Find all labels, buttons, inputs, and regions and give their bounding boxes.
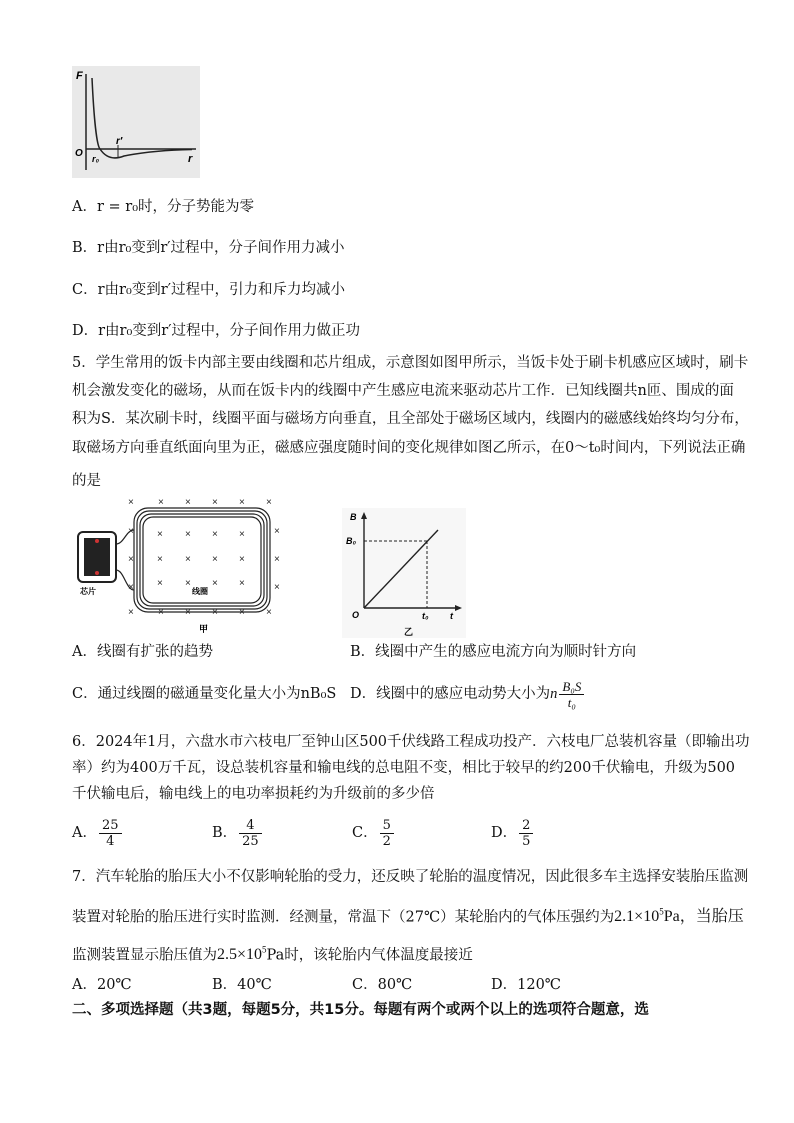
cross-mark: × — [157, 554, 163, 565]
cross-mark: × — [266, 497, 272, 508]
force-distance-figure — [72, 66, 200, 178]
cross-mark: × — [239, 578, 245, 589]
cross-mark: × — [128, 607, 134, 618]
cross-mark: × — [157, 578, 163, 589]
graph-label-b0: B₀ — [346, 536, 357, 546]
q6-option-a[interactable]: A． $\frac{25}{4}$ — [72, 815, 124, 851]
q5-stem-line-5: 的是 — [72, 473, 101, 489]
figure-label-rprime: r′ — [116, 136, 123, 147]
q5-option-d[interactable] — [350, 676, 586, 712]
cross-mark: × — [157, 529, 163, 540]
figure-label-o: O — [75, 148, 83, 159]
q6-option-d[interactable]: D． $\frac{2}{5}$ — [491, 815, 535, 851]
q7-option-d[interactable]: D．120℃ — [491, 977, 562, 993]
q4-option-c[interactable]: C．r由r₀变到r′过程中，引力和斥力均减小 — [72, 282, 345, 298]
cross-mark: × — [185, 554, 191, 565]
section-2-heading: 二、多项选择题（共3题，每题5分，共15分。每题有两个或两个以上的选项符合题意，选 — [72, 1002, 649, 1018]
cross-mark: × — [239, 607, 245, 618]
q5-option-d-var: n — [550, 686, 558, 702]
cross-mark: × — [128, 497, 134, 508]
cross-mark: × — [158, 497, 164, 508]
graph-label-t: t — [450, 611, 453, 621]
cross-mark: × — [266, 607, 272, 618]
cross-mark: × — [239, 497, 245, 508]
cross-mark: × — [128, 554, 134, 565]
q6-stem-line-2: 率）约为400万千瓦，设总装机容量和输电线的总电阻不变，相比于较早的约200千伏输电，升级为500 — [72, 760, 736, 776]
q7-option-a[interactable]: A．20℃ — [72, 977, 132, 993]
b-t-graph — [342, 508, 466, 638]
q5-option-d-fraction: $\frac{\text{B₀S}}{\text{t₀}}$ — [559, 679, 584, 710]
q6-stem-line-3: 千伏输电后，输电线上的电功率损耗约为升级前的多少倍 — [72, 786, 435, 802]
q5-option-c[interactable]: C．通过线圈的磁通量变化量大小为nB₀S — [72, 686, 337, 702]
q7-stem-line-3: 监测装置显示胎压值为$2.5\times 10^5Pa$时，该轮胎内气体温度最接近 — [72, 945, 473, 964]
q5-option-d-prefix: D．线圈中的感应电动势大小为 — [350, 686, 551, 702]
graph-label-t0: t₀ — [422, 611, 429, 621]
q5-stem-line-1: 5．学生常用的饭卡内部主要由线圈和芯片组成，示意图如图甲所示，当饭卡处于刷卡机感应区域时，刷卡 — [72, 355, 749, 371]
q5-stem-line-3: 积为S．某次刷卡时，线圈平面与磁场方向垂直，且全部处于磁场区域内，线圈内的磁感线始终均匀分布， — [72, 411, 749, 427]
q6-option-b[interactable]: B． $\frac{4}{25}$ — [212, 815, 264, 851]
cross-mark: × — [128, 526, 134, 537]
chip-label: 芯片 — [80, 587, 96, 596]
figure-label-f: F — [76, 70, 83, 82]
cross-mark: × — [274, 582, 280, 593]
q7-option-c[interactable]: C．80℃ — [352, 977, 413, 993]
cross-mark: × — [185, 497, 191, 508]
cross-mark: × — [212, 529, 218, 540]
cross-mark: × — [239, 554, 245, 565]
coil-label: 线圈 — [192, 587, 208, 596]
figure-yi-caption: 乙 — [404, 627, 414, 637]
cross-mark: × — [212, 607, 218, 618]
q5-stem-line-4: 取磁场方向垂直纸面向里为正，磁感应强度随时间的变化规律如图乙所示，在0～t₀时间内，下列说法正确 — [72, 440, 746, 456]
q6-option-b-fraction: $\frac{4}{25}$ — [239, 818, 262, 849]
figure-jia-caption: 甲 — [199, 624, 209, 634]
graph-label-o: O — [352, 610, 360, 620]
cross-mark: × — [212, 497, 218, 508]
cross-mark: × — [185, 529, 191, 540]
cross-mark: × — [185, 578, 191, 589]
q5-option-b[interactable]: B．线圈中产生的感应电流方向为顺时针方向 — [350, 644, 637, 660]
q6-option-c[interactable]: C． $\frac{5}{2}$ — [352, 815, 396, 851]
cross-mark: × — [158, 607, 164, 618]
q4-option-b[interactable]: B．r由r₀变到r′过程中，分子间作用力减小 — [72, 240, 345, 256]
cross-mark: × — [239, 529, 245, 540]
graph-label-b: B — [350, 512, 357, 522]
q6-option-a-fraction: $\frac{25}{4}$ — [99, 818, 122, 849]
cross-mark: × — [212, 554, 218, 565]
q5-stem-line-2: 机会激发变化的磁场，从而在饭卡内的线圈中产生感应电流来驱动芯片工作．已知线圈共n匝、围成的面 — [72, 383, 734, 399]
card-coil-figure — [74, 494, 288, 636]
q6-option-d-fraction: $\frac{2}{5}$ — [519, 818, 533, 849]
q4-option-d[interactable]: D．r由r₀变到r′过程中，分子间作用力做正功 — [72, 323, 361, 339]
q7-option-b[interactable]: B．40℃ — [212, 977, 272, 993]
q7-stem-line-1: 7．汽车轮胎的胎压大小不仅影响轮胎的受力，还反映了轮胎的温度情况，因此很多车主选择安装胎压监测 — [72, 869, 749, 885]
cross-mark: × — [212, 578, 218, 589]
figure-label-r: r — [188, 153, 193, 165]
q6-stem-line-1: 6．2024年1月，六盘水市六枝电厂至钟山区500千伏线路工程成功投产．六枝电厂总装机容量（即输出功 — [72, 734, 750, 750]
q7-stem-line-2: 装置对轮胎的胎压进行实时监测．经测量，常温下（27℃）某轮胎内的气体压强约为$2.1\times 10^5Pa$，当胎压 — [72, 907, 744, 926]
cross-mark: × — [185, 607, 191, 618]
q6-option-c-fraction: $\frac{5}{2}$ — [380, 818, 394, 849]
cross-mark: × — [274, 526, 280, 537]
figure-label-r0: r₀ — [92, 154, 100, 164]
q5-option-a[interactable]: A．线圈有扩张的趋势 — [72, 644, 213, 660]
cross-mark: × — [128, 582, 134, 593]
q4-option-a[interactable]: A．r = r₀时，分子势能为零 — [72, 199, 255, 215]
cross-mark: × — [274, 554, 280, 565]
